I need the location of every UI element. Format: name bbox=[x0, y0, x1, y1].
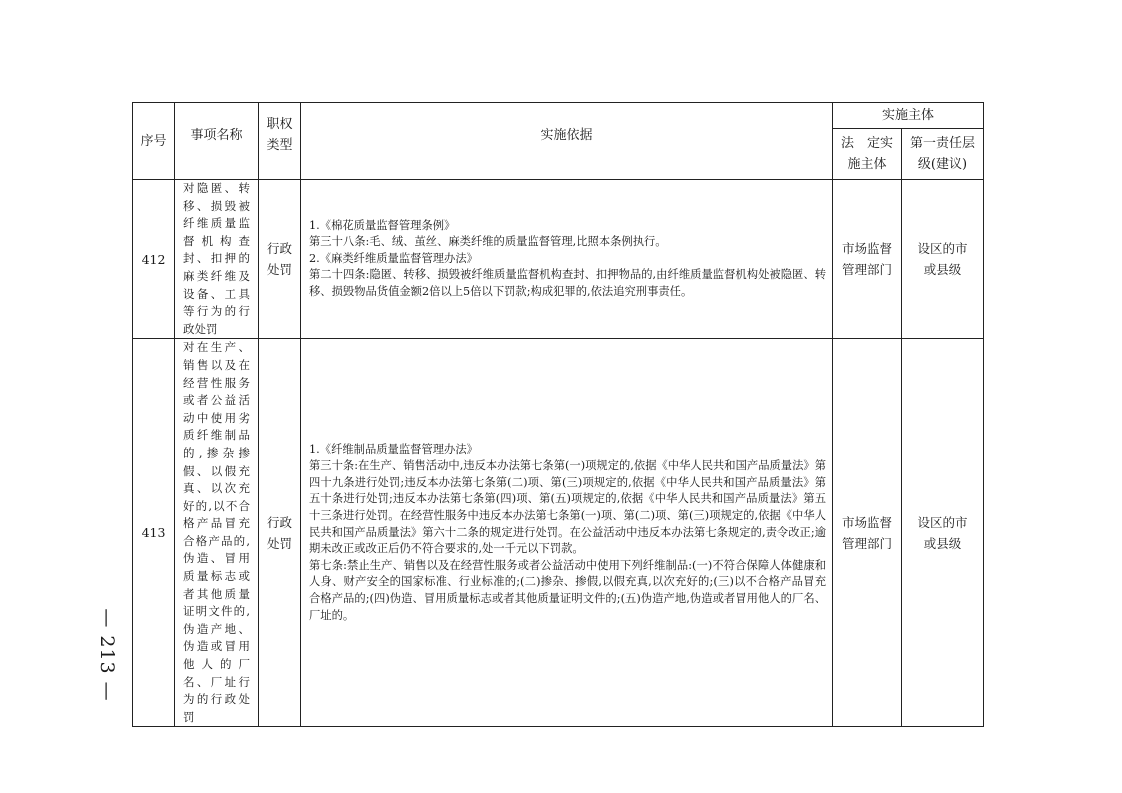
basis-line: 2.《麻类纤维质量监督管理办法》 bbox=[309, 251, 478, 265]
enforcement-items-table bbox=[132, 102, 984, 727]
table-row bbox=[133, 180, 984, 339]
row-type: 行政处罚 bbox=[259, 180, 301, 339]
row-basis bbox=[301, 180, 833, 339]
header-legal-subject: 法 定实施主体 bbox=[833, 129, 902, 180]
basis-line: 第七条:禁止生产、销售以及在经营性服务或者公益活动中使用下列纤维制品:(一)不符合保障人体健康和人身、财产安全的国家标准、行业标准的;(二)掺杂、掺假,以假充真,以次充好的;(三)以不合格产品冒充合格产品的;(四)伪造、冒用质量标志或者其他质量证明文件的;(五)伪造产地,伪造或者冒用他人的厂名、厂址的。 bbox=[309, 558, 826, 622]
header-name: 事项名称 bbox=[175, 103, 259, 180]
row-first-level: 设区的市或县级 bbox=[902, 339, 984, 727]
basis-line: 第三十条:在生产、销售活动中,违反本办法第七条第(一)项规定的,依据《中华人民共和国产品质量法》第四十九条进行处罚;违反本办法第七条第(二)项、第(三)项规定的,依据《中华人民共和国产品质量法》第五十条进行处罚;违反本办法第七条第(四)项、第(五)项规定的,依据《中华人民共和国产品质量法》第五十三条进行处罚。在经营性服务中违反本办法第七条第(一)项、第(二)项、第(三)项规定的,依据《中华人民共和国产品质量法》第六十二条的规定进行处罚。在公益活动中违反本办法第七条规定的,责令改正;逾期未改正或改正后仍不符合要求的,处一千元以下罚款。 bbox=[309, 459, 826, 556]
header-seq: 序号 bbox=[133, 103, 175, 180]
page-number bbox=[95, 600, 119, 710]
row-seq: 412 bbox=[133, 180, 175, 339]
row-first-level: 设区的市或县级 bbox=[902, 180, 984, 339]
basis-line: 1.《棉花质量监督管理条例》 bbox=[309, 218, 456, 232]
header-basis: 实施依据 bbox=[301, 103, 833, 180]
basis-line: 1.《纤维制品质量监督管理办法》 bbox=[309, 442, 478, 456]
row-legal-subject: 市场监督管理部门 bbox=[833, 339, 902, 727]
header-subject: 实施主体 bbox=[833, 103, 984, 129]
row-seq: 413 bbox=[133, 339, 175, 727]
table-row bbox=[133, 339, 984, 727]
basis-line: 第二十四条:隐匿、转移、损毁被纤维质量监督机构查封、扣押物品的,由纤维质量监督机构处被隐匿、转移、损毁物品货值金额2倍以上5倍以下罚款;构成犯罪的,依法追究刑事责任。 bbox=[309, 268, 826, 299]
row-item-name: 对在生产、销售以及在经营性服务或者公益活动中使用劣质纤维制品的,掺杂掺假、以假充真、以次充好的,以不合格产品冒充合格产品的,伪造、冒用质量标志或者其他质量证明文件的,伪造产地、伪造或冒用他人的厂名、厂址行为的行政处罚 bbox=[175, 339, 259, 727]
page-number-text: — 213 — bbox=[96, 608, 118, 702]
row-legal-subject: 市场监督管理部门 bbox=[833, 180, 902, 339]
row-basis bbox=[301, 339, 833, 727]
header-type: 职权类型 bbox=[259, 103, 301, 180]
row-type: 行政处罚 bbox=[259, 339, 301, 727]
header-row-top bbox=[133, 103, 984, 129]
basis-line: 第三十八条:毛、绒、茧丝、麻类纤维的质量监督管理,比照本条例执行。 bbox=[309, 235, 667, 249]
row-item-name: 对隐匿、转移、损毁被纤维质量监督机构查封、扣押的麻类纤维及设备、工具等行为的行政处罚 bbox=[175, 180, 259, 339]
header-first-level: 第一责任层级(建议) bbox=[902, 129, 984, 180]
